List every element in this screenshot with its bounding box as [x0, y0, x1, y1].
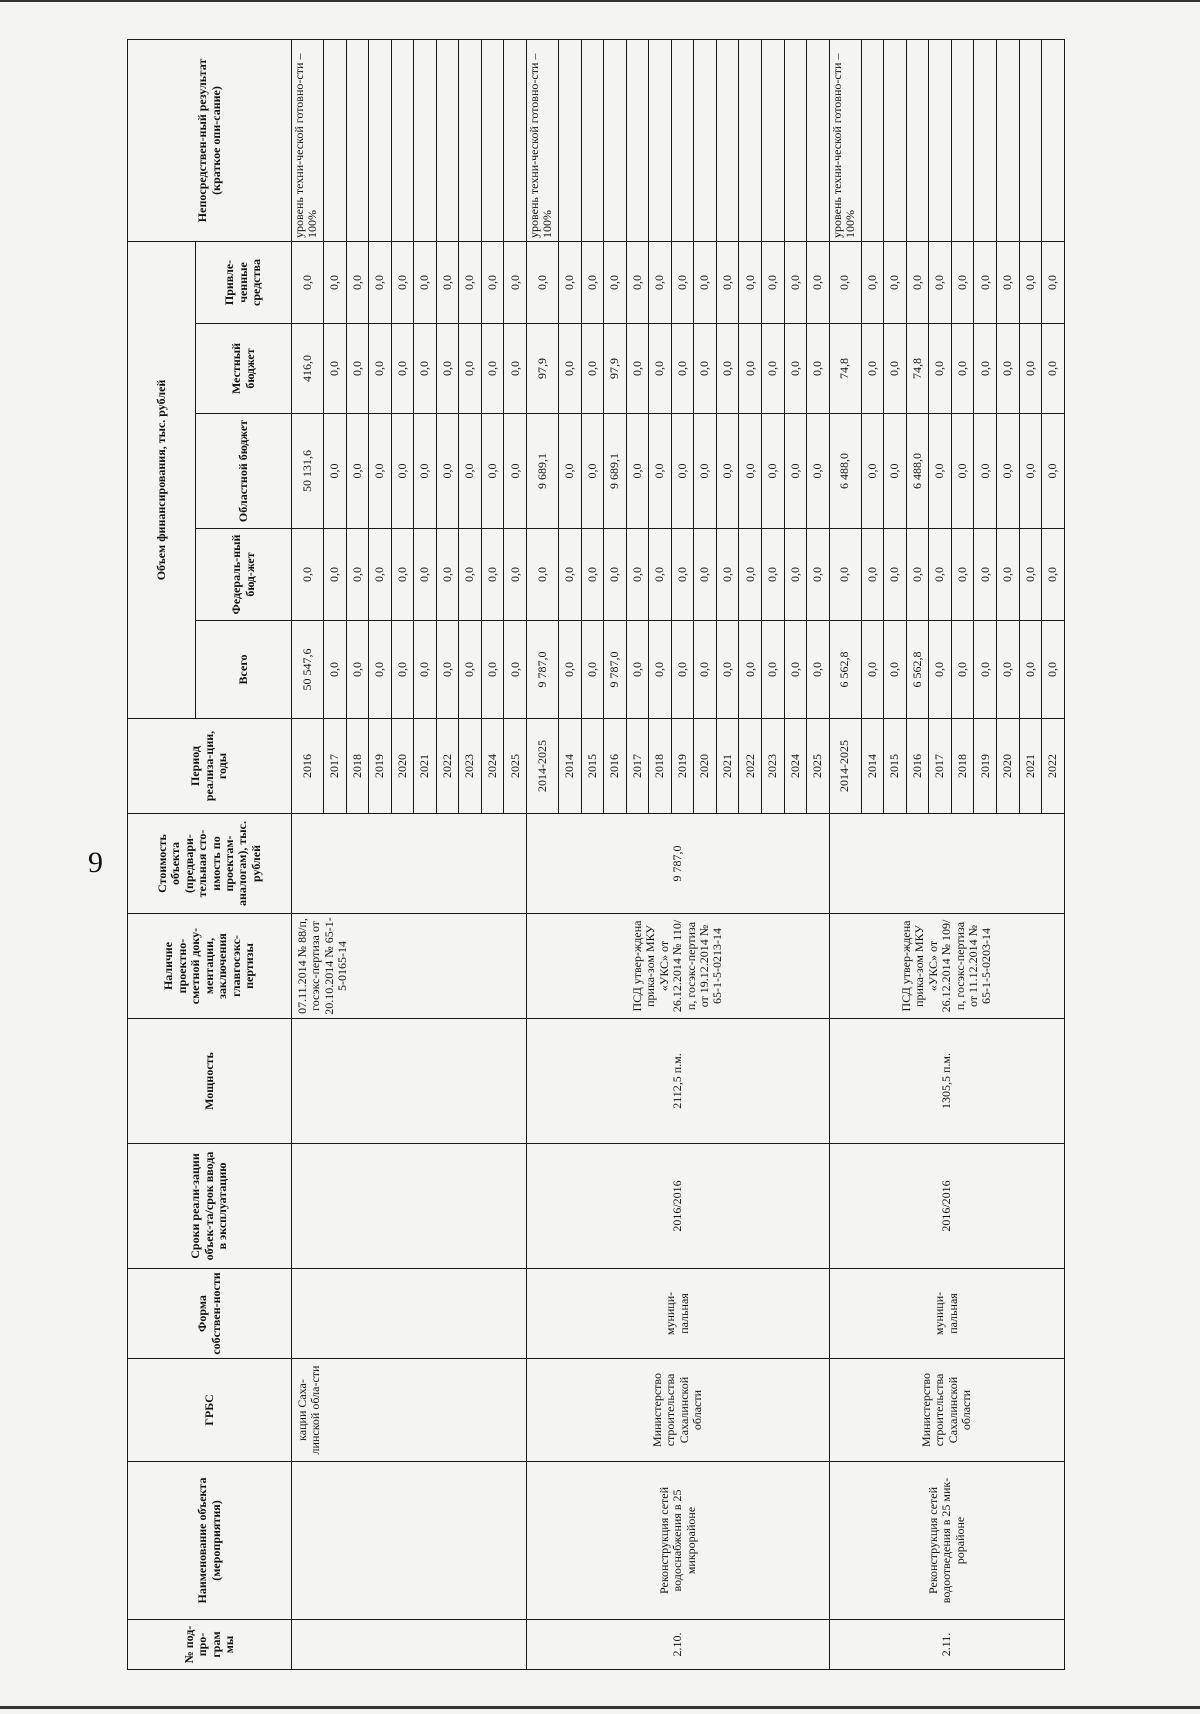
cell-attracted: 0,0: [1042, 241, 1065, 323]
cell-regional: 0,0: [346, 414, 369, 529]
cell-attracted: 0,0: [346, 241, 369, 323]
cell-regional: 0,0: [324, 414, 347, 529]
cell-federal: 0,0: [414, 529, 437, 621]
cell-terms: 2016/2016: [829, 1144, 1064, 1269]
cell-result: [581, 39, 604, 241]
cell-local: 0,0: [414, 324, 437, 414]
cell-name: Реконструкция сетей водоотведения в 25 мик-рорайоне: [829, 1462, 1064, 1620]
table-header: [128, 39, 292, 1669]
cell-total: 0,0: [459, 621, 482, 719]
cell-regional: 0,0: [481, 414, 504, 529]
cell-federal: 0,0: [527, 529, 559, 621]
cell-period: 2025: [504, 719, 527, 814]
cell-federal: 0,0: [974, 529, 997, 621]
cell-local: 0,0: [346, 324, 369, 414]
cell-docs: ПСД утвер-ждена прика-зом МКУ «УКС» от 26.12.2014 № 109/п, госэкс-пертиза от 11.12.2014 № 65-1-5-0203-14: [829, 914, 1064, 1019]
cell-attracted: 0,0: [1019, 241, 1042, 323]
col-header-financing: Объем финансирования, тыс. рублей: [128, 241, 196, 718]
cell-cost: [829, 814, 1064, 914]
cell-total: 0,0: [1019, 621, 1042, 719]
cell-attracted: 0,0: [481, 241, 504, 323]
cell-result: [884, 39, 907, 241]
rotated-table-wrapper: [127, 40, 1065, 1670]
cell-attracted: 0,0: [884, 241, 907, 323]
table-row: [829, 39, 861, 1669]
cell-regional: 0,0: [716, 414, 739, 529]
cell-federal: 0,0: [762, 529, 785, 621]
cell-power: 2112,5 п.м.: [527, 1019, 830, 1144]
cell-result: [929, 39, 952, 241]
cell-regional: 0,0: [974, 414, 997, 529]
cell-period: 2017: [324, 719, 347, 814]
cell-period: 2022: [1042, 719, 1065, 814]
cell-regional: 50 131,6: [292, 414, 324, 529]
cell-cost: [292, 814, 527, 914]
cell-period: 2024: [481, 719, 504, 814]
cell-local: 0,0: [436, 324, 459, 414]
cell-result: [974, 39, 997, 241]
cell-local: 416,0: [292, 324, 324, 414]
cell-federal: 0,0: [739, 529, 762, 621]
col-header-docs: Наличие проектно-сметной доку-ментации, заключения главгосэкс-пертизы: [128, 914, 292, 1019]
cell-result: [391, 39, 414, 241]
cell-period: 2014-2025: [829, 719, 861, 814]
cell-result: [504, 39, 527, 241]
cell-period: 2021: [414, 719, 437, 814]
cell-num: 2.11.: [829, 1620, 1064, 1670]
cell-result: [481, 39, 504, 241]
cell-result: [807, 39, 830, 241]
cell-local: 0,0: [581, 324, 604, 414]
col-header-form: Форма собствен-ности: [128, 1269, 292, 1359]
cell-local: 0,0: [861, 324, 884, 414]
scan-edge-bottom: [0, 1706, 1200, 1709]
cell-period: 2014: [559, 719, 582, 814]
cell-regional: 0,0: [784, 414, 807, 529]
col-header-grbs: ГРБС: [128, 1359, 292, 1462]
cell-attracted: 0,0: [604, 241, 627, 323]
col-header-power: Мощность: [128, 1019, 292, 1144]
cell-result: [604, 39, 627, 241]
cell-total: 0,0: [784, 621, 807, 719]
cell-federal: 0,0: [951, 529, 974, 621]
cell-total: 0,0: [694, 621, 717, 719]
cell-total: 0,0: [346, 621, 369, 719]
cell-total: 0,0: [324, 621, 347, 719]
cell-result: [436, 39, 459, 241]
cell-federal: 0,0: [1019, 529, 1042, 621]
col-header-local: Местный бюджет: [196, 324, 292, 414]
cell-total: 0,0: [369, 621, 392, 719]
cell-total: 0,0: [951, 621, 974, 719]
cell-period: 2017: [626, 719, 649, 814]
cell-local: 0,0: [929, 324, 952, 414]
cell-attracted: 0,0: [784, 241, 807, 323]
cell-local: 0,0: [324, 324, 347, 414]
cell-local: 0,0: [974, 324, 997, 414]
cell-period: 2017: [929, 719, 952, 814]
cell-period: 2018: [649, 719, 672, 814]
cell-total: 0,0: [716, 621, 739, 719]
cell-num: 2.10.: [527, 1620, 830, 1670]
cell-result: уровень техни-ческой готовно-сти – 100%: [527, 39, 559, 241]
cell-local: 0,0: [626, 324, 649, 414]
cell-local: 97,9: [527, 324, 559, 414]
cell-period: 2016: [604, 719, 627, 814]
col-header-attracted: Привле-ченные средства: [196, 241, 292, 323]
cell-regional: 0,0: [626, 414, 649, 529]
cell-regional: 0,0: [391, 414, 414, 529]
cell-period: 2023: [762, 719, 785, 814]
cell-total: 0,0: [414, 621, 437, 719]
cell-num: [292, 1620, 527, 1670]
cell-local: 97,9: [604, 324, 627, 414]
cell-result: [649, 39, 672, 241]
cell-local: 74,8: [906, 324, 929, 414]
cell-federal: 0,0: [861, 529, 884, 621]
cell-federal: 0,0: [346, 529, 369, 621]
col-header-total: Всего: [196, 621, 292, 719]
cell-total: 0,0: [504, 621, 527, 719]
cell-period: 2022: [739, 719, 762, 814]
cell-total: 0,0: [559, 621, 582, 719]
cell-total: 0,0: [929, 621, 952, 719]
cell-attracted: 0,0: [716, 241, 739, 323]
cell-period: 2016: [906, 719, 929, 814]
cell-regional: 0,0: [929, 414, 952, 529]
cell-grbs: Министерство строительства Сахалинской области: [527, 1359, 830, 1462]
cell-regional: 9 689,1: [527, 414, 559, 529]
cell-total: 0,0: [1042, 621, 1065, 719]
cell-result: [626, 39, 649, 241]
cell-local: 0,0: [504, 324, 527, 414]
financing-table: [127, 39, 1065, 1670]
cell-period: 2019: [671, 719, 694, 814]
cell-attracted: 0,0: [369, 241, 392, 323]
col-header-terms: Сроки реали-зации объек-та/срок ввода в эксплуатацию: [128, 1144, 292, 1269]
cell-power: 1305,5 п.м.: [829, 1019, 1064, 1144]
cell-period: 2015: [581, 719, 604, 814]
cell-total: 0,0: [649, 621, 672, 719]
cell-attracted: 0,0: [929, 241, 952, 323]
cell-result: [906, 39, 929, 241]
cell-result: [694, 39, 717, 241]
cell-federal: 0,0: [671, 529, 694, 621]
cell-total: 9 787,0: [527, 621, 559, 719]
cell-total: 0,0: [391, 621, 414, 719]
cell-federal: 0,0: [649, 529, 672, 621]
cell-total: 6 562,8: [906, 621, 929, 719]
cell-form: [292, 1269, 527, 1359]
cell-federal: 0,0: [292, 529, 324, 621]
cell-regional: 0,0: [559, 414, 582, 529]
cell-regional: 0,0: [807, 414, 830, 529]
cell-docs: ПСД утвер-ждена прика-зом МКУ «УКС» от 26.12.2014 № 110/п, госэкс-пертиза от 19.12.2014 № 65-1-5-0213-14: [527, 914, 830, 1019]
cell-attracted: 0,0: [807, 241, 830, 323]
cell-local: 0,0: [716, 324, 739, 414]
cell-result: [1042, 39, 1065, 241]
cell-period: 2021: [716, 719, 739, 814]
cell-total: 9 787,0: [604, 621, 627, 719]
cell-name: [292, 1462, 527, 1620]
cell-period: 2016: [292, 719, 324, 814]
cell-regional: 0,0: [951, 414, 974, 529]
cell-regional: 0,0: [861, 414, 884, 529]
col-header-result: Непосредствен-ный результат (краткое опи-сание): [128, 39, 292, 241]
cell-period: 2020: [997, 719, 1020, 814]
cell-federal: 0,0: [369, 529, 392, 621]
cell-attracted: 0,0: [829, 241, 861, 323]
cell-result: [346, 39, 369, 241]
cell-result: [739, 39, 762, 241]
cell-federal: 0,0: [784, 529, 807, 621]
cell-attracted: 0,0: [739, 241, 762, 323]
cell-result: [1019, 39, 1042, 241]
cell-attracted: 0,0: [559, 241, 582, 323]
cell-local: 0,0: [762, 324, 785, 414]
col-header-name: Наименование объекта (мероприятия): [128, 1462, 292, 1620]
cell-period: 2021: [1019, 719, 1042, 814]
cell-federal: 0,0: [884, 529, 907, 621]
cell-period: 2014: [861, 719, 884, 814]
cell-period: 2023: [459, 719, 482, 814]
cell-regional: 0,0: [762, 414, 785, 529]
cell-federal: 0,0: [581, 529, 604, 621]
cell-total: 0,0: [739, 621, 762, 719]
cell-attracted: 0,0: [436, 241, 459, 323]
cell-local: 0,0: [1042, 324, 1065, 414]
cell-local: 0,0: [694, 324, 717, 414]
cell-result: [671, 39, 694, 241]
cell-federal: 0,0: [559, 529, 582, 621]
cell-total: 0,0: [581, 621, 604, 719]
cell-federal: 0,0: [1042, 529, 1065, 621]
cell-local: 0,0: [559, 324, 582, 414]
cell-period: 2018: [346, 719, 369, 814]
cell-regional: 0,0: [884, 414, 907, 529]
cell-regional: 0,0: [997, 414, 1020, 529]
cell-period: 2024: [784, 719, 807, 814]
cell-total: 0,0: [974, 621, 997, 719]
cell-result: [324, 39, 347, 241]
cell-attracted: 0,0: [459, 241, 482, 323]
cell-local: 0,0: [1019, 324, 1042, 414]
cell-total: 0,0: [671, 621, 694, 719]
cell-federal: 0,0: [807, 529, 830, 621]
cell-grbs: Министерство строительства Сахалинской области: [829, 1359, 1064, 1462]
col-header-period: Период реализа-ции, годы: [128, 719, 292, 814]
cell-regional: 0,0: [671, 414, 694, 529]
cell-federal: 0,0: [324, 529, 347, 621]
cell-local: 0,0: [459, 324, 482, 414]
cell-total: 50 547,6: [292, 621, 324, 719]
cell-local: 0,0: [739, 324, 762, 414]
cell-total: 0,0: [481, 621, 504, 719]
cell-federal: 0,0: [626, 529, 649, 621]
cell-docs: 07.11.2014 № 88/п, госэкс-пертиза от 20.10.2014 № 65-1-5-0165-14: [292, 914, 527, 1019]
cell-total: 0,0: [861, 621, 884, 719]
col-header-regional: Областной бюджет: [196, 414, 292, 529]
cell-local: 0,0: [671, 324, 694, 414]
cell-attracted: 0,0: [292, 241, 324, 323]
col-header-federal: Федераль-ный бюд-жет: [196, 529, 292, 621]
cell-regional: 9 689,1: [604, 414, 627, 529]
cell-attracted: 0,0: [414, 241, 437, 323]
cell-federal: 0,0: [504, 529, 527, 621]
cell-period: 2019: [974, 719, 997, 814]
cell-local: 0,0: [951, 324, 974, 414]
cell-result: [369, 39, 392, 241]
cell-federal: 0,0: [829, 529, 861, 621]
cell-result: [762, 39, 785, 241]
scan-edge-top: [0, 0, 1200, 2]
col-header-cost: Стоимость объекта (предвари-тельная сто-имость по проектам-аналогам), тыс. рублей: [128, 814, 292, 914]
cell-period: 2022: [436, 719, 459, 814]
cell-result: [559, 39, 582, 241]
cell-federal: 0,0: [481, 529, 504, 621]
cell-result: [459, 39, 482, 241]
table-row: [292, 39, 324, 1669]
cell-terms: 2016/2016: [527, 1144, 830, 1269]
cell-federal: 0,0: [436, 529, 459, 621]
cell-attracted: 0,0: [974, 241, 997, 323]
cell-local: 0,0: [884, 324, 907, 414]
cell-total: 0,0: [436, 621, 459, 719]
cell-form: муници-пальная: [829, 1269, 1064, 1359]
cell-federal: 0,0: [391, 529, 414, 621]
page-number: 9: [88, 846, 103, 879]
table-row: [527, 39, 559, 1669]
cell-local: 0,0: [481, 324, 504, 414]
cell-result: [997, 39, 1020, 241]
cell-period: 2015: [884, 719, 907, 814]
cell-period: 2025: [807, 719, 830, 814]
table-body: [292, 39, 1065, 1669]
cell-attracted: 0,0: [581, 241, 604, 323]
cell-local: 0,0: [807, 324, 830, 414]
cell-total: 0,0: [626, 621, 649, 719]
cell-regional: 0,0: [649, 414, 672, 529]
cell-period: 2018: [951, 719, 974, 814]
cell-attracted: 0,0: [951, 241, 974, 323]
cell-attracted: 0,0: [626, 241, 649, 323]
cell-local: 0,0: [391, 324, 414, 414]
cell-period: 2014-2025: [527, 719, 559, 814]
cell-federal: 0,0: [929, 529, 952, 621]
cell-local: 0,0: [997, 324, 1020, 414]
cell-regional: 0,0: [581, 414, 604, 529]
cell-form: муници-пальная: [527, 1269, 830, 1359]
cell-attracted: 0,0: [671, 241, 694, 323]
cell-result: [414, 39, 437, 241]
cell-terms: [292, 1144, 527, 1269]
cell-total: 0,0: [997, 621, 1020, 719]
cell-federal: 0,0: [694, 529, 717, 621]
cell-attracted: 0,0: [906, 241, 929, 323]
cell-attracted: 0,0: [762, 241, 785, 323]
cell-regional: 6 488,0: [906, 414, 929, 529]
cell-federal: 0,0: [716, 529, 739, 621]
cell-attracted: 0,0: [861, 241, 884, 323]
cell-attracted: 0,0: [504, 241, 527, 323]
cell-federal: 0,0: [997, 529, 1020, 621]
cell-result: уровень техни-ческой готовно-сти – 100%: [292, 39, 324, 241]
cell-local: 74,8: [829, 324, 861, 414]
cell-result: уровень техни-ческой готовно-сти – 100%: [829, 39, 861, 241]
cell-result: [861, 39, 884, 241]
cell-result: [951, 39, 974, 241]
cell-regional: 0,0: [436, 414, 459, 529]
cell-grbs: кации Саха-линской обла-сти: [292, 1359, 527, 1462]
cell-regional: 0,0: [504, 414, 527, 529]
cell-regional: 0,0: [1019, 414, 1042, 529]
cell-name: Реконструкция сетей водоснабжения в 25 микрорайоне: [527, 1462, 830, 1620]
cell-federal: 0,0: [906, 529, 929, 621]
cell-attracted: 0,0: [527, 241, 559, 323]
cell-period: 2020: [391, 719, 414, 814]
cell-regional: 0,0: [459, 414, 482, 529]
cell-result: [716, 39, 739, 241]
cell-attracted: 0,0: [391, 241, 414, 323]
cell-regional: 6 488,0: [829, 414, 861, 529]
cell-regional: 0,0: [414, 414, 437, 529]
cell-result: [784, 39, 807, 241]
cell-local: 0,0: [369, 324, 392, 414]
cell-local: 0,0: [784, 324, 807, 414]
cell-attracted: 0,0: [324, 241, 347, 323]
cell-regional: 0,0: [1042, 414, 1065, 529]
cell-total: 0,0: [884, 621, 907, 719]
cell-regional: 0,0: [694, 414, 717, 529]
cell-attracted: 0,0: [694, 241, 717, 323]
cell-regional: 0,0: [369, 414, 392, 529]
cell-period: 2019: [369, 719, 392, 814]
cell-attracted: 0,0: [997, 241, 1020, 323]
cell-power: [292, 1019, 527, 1144]
cell-federal: 0,0: [459, 529, 482, 621]
cell-attracted: 0,0: [649, 241, 672, 323]
cell-period: 2020: [694, 719, 717, 814]
cell-local: 0,0: [649, 324, 672, 414]
cell-regional: 0,0: [739, 414, 762, 529]
col-header-num: № под-про-грам мы: [128, 1620, 292, 1670]
cell-total: 6 562,8: [829, 621, 861, 719]
cell-cost: 9 787,0: [527, 814, 830, 914]
cell-total: 0,0: [762, 621, 785, 719]
cell-federal: 0,0: [604, 529, 627, 621]
cell-total: 0,0: [807, 621, 830, 719]
